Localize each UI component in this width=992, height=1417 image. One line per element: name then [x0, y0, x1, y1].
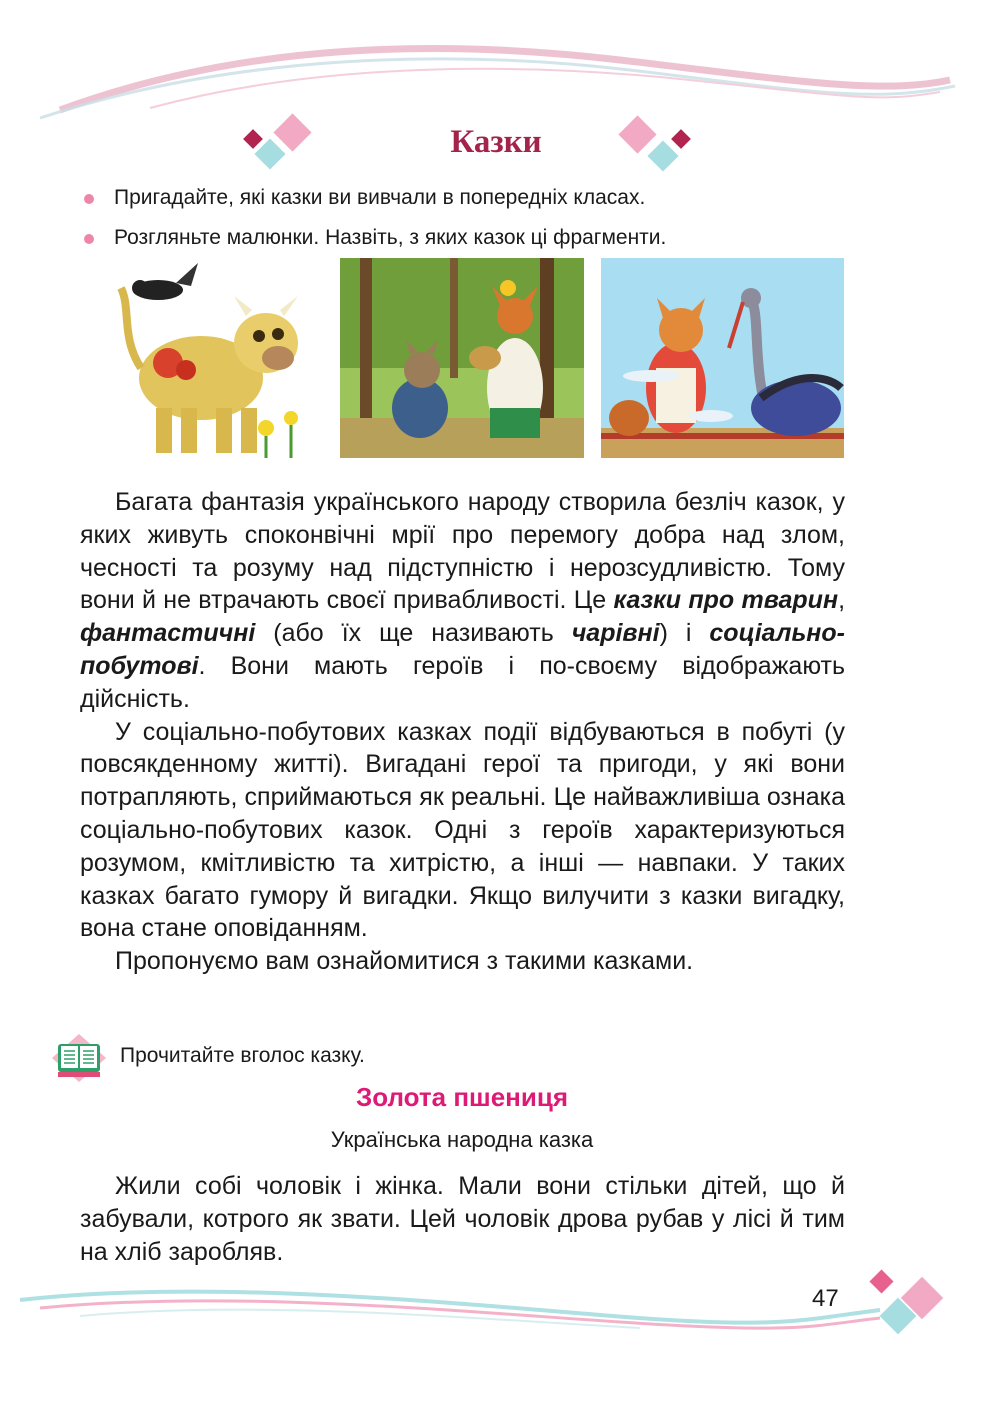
bottom-wave-decoration — [0, 1270, 992, 1370]
task-instruction: Прочитайте вголос казку. — [120, 1044, 365, 1067]
illustration-straw-bull — [96, 258, 310, 458]
emphasis-term: соціально-побутові — [80, 619, 845, 680]
body-paragraph: Багата фантазія українського народу створила безліч казок, у яких живуть споконвічні мрії про перемогу добра над злом, чесності та розуму над підступністю і нерозсудливістю. Тому вони й не втрачають своєї привабливості. Це казки про тварин, фантастичні (або їх ще називають чарівні) і соціально-побутові. Вони мають героїв і по-своєму відображають дійсність. — [80, 488, 846, 713]
page-title: Казки — [450, 124, 542, 160]
story-title: Золота пшениця — [355, 1082, 569, 1112]
body-paragraph: У соціально-побутових казках події відбуваються в побуті (у повсякденному житті). Вигадані герої та пригоди, у які вони потрапляють, сприймаються як реальні. Це найважливіша ознака соціально-побутових казок. Одні з героїв характеризуються розумом, кмітливістю та хитрістю, а інші — навпаки. У таких казках багато гумору й вигадки. Якщо вилучити з казки вигадку, вона стане оповіданням. — [80, 717, 845, 943]
open-book-icon — [50, 1032, 108, 1084]
body-paragraph: Пропонуємо вам ознайомитися з такими казками. — [115, 947, 694, 976]
emphasis-term: чарівні — [571, 619, 660, 648]
top-wave-decoration — [0, 0, 992, 140]
body-text — [80, 486, 845, 978]
bullet-text: Розгляньте малюнки. Назвіть, з яких казок ці фрагменти. — [114, 226, 667, 249]
story-subtitle: Українська народна казка — [330, 1127, 594, 1152]
story-text — [80, 1170, 845, 1268]
illustration-fox-and-crane — [601, 258, 844, 458]
illustration-cat-and-fox — [340, 258, 584, 458]
bullet-dot — [84, 194, 94, 204]
emphasis-term: казки про тварин — [613, 586, 839, 615]
story-paragraph: Жили собі чоловік і жінка. Мали вони стільки дітей, що й забували, котрого як звати. Цей чоловік дрова рубав у лісі й тим на хліб заробляв. — [80, 1172, 845, 1266]
page-number: 47 — [812, 1285, 839, 1312]
bullet-dot — [84, 234, 94, 244]
bullet-text: Пригадайте, які казки ви вивчали в попередніх класах. — [114, 186, 646, 209]
emphasis-term: фантастичні — [80, 619, 256, 648]
